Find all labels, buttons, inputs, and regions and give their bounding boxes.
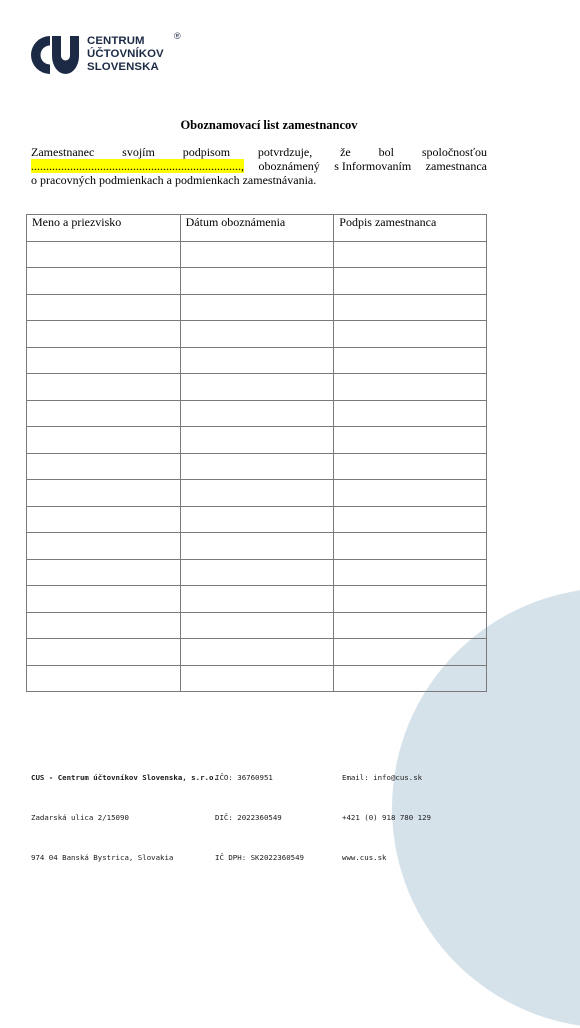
table-row <box>27 533 487 560</box>
name-cell[interactable] <box>27 453 181 480</box>
date-cell[interactable] <box>180 612 334 639</box>
paragraph-word: bol <box>378 145 394 159</box>
name-cell[interactable] <box>27 241 181 268</box>
date-cell[interactable] <box>180 586 334 613</box>
name-cell[interactable] <box>27 400 181 427</box>
date-cell[interactable] <box>180 241 334 268</box>
signature-cell[interactable] <box>334 294 487 321</box>
date-cell[interactable] <box>180 400 334 427</box>
intro-paragraph <box>31 145 487 187</box>
name-cell[interactable] <box>27 321 181 348</box>
footer-dic: DIČ: 2022360549 <box>215 813 282 823</box>
footer-company-name: CUS - Centrum účtovníkov Slovenska, s.r.o. <box>31 773 218 783</box>
table-row <box>27 639 487 666</box>
paragraph-word: podpisom <box>182 145 231 159</box>
name-cell[interactable] <box>27 639 181 666</box>
name-cell[interactable] <box>27 294 181 321</box>
table-row <box>27 321 487 348</box>
date-cell[interactable] <box>180 559 334 586</box>
paragraph-word: potvrdzuje, <box>257 145 313 159</box>
table-row <box>27 374 487 401</box>
name-cell[interactable] <box>27 665 181 692</box>
footer-email[interactable]: Email: info@cus.sk <box>342 773 423 783</box>
name-cell[interactable] <box>27 533 181 560</box>
date-cell[interactable] <box>180 480 334 507</box>
table-row <box>27 480 487 507</box>
logo-line-3: SLOVENSKA <box>87 61 159 73</box>
date-cell[interactable] <box>180 665 334 692</box>
date-cell[interactable] <box>180 639 334 666</box>
signature-cell[interactable] <box>334 639 487 666</box>
paragraph-word: spoločnosťou <box>421 145 487 159</box>
footer-street: Zadarská ulica 2/15090 <box>31 813 129 823</box>
signature-cell[interactable] <box>334 374 487 401</box>
logo-line-2: ÚČTOVNÍKOV <box>87 48 164 60</box>
footer-contact <box>342 745 431 890</box>
table-header-row <box>27 215 487 242</box>
paragraph-word: s Informovaním <box>334 159 412 173</box>
signature-cell[interactable] <box>334 427 487 454</box>
signature-cell[interactable] <box>334 400 487 427</box>
logo-line-1: CENTRUM <box>87 35 145 47</box>
footer-web[interactable]: www.cus.sk <box>342 852 387 862</box>
paragraph-word: oboznámený <box>258 159 320 173</box>
name-cell[interactable] <box>27 586 181 613</box>
cus-logo-mark-icon <box>31 36 83 74</box>
signature-cell[interactable] <box>334 480 487 507</box>
table-row <box>27 241 487 268</box>
footer-phone[interactable]: +421 (0) 918 780 129 <box>342 813 431 823</box>
table-row <box>27 586 487 613</box>
date-cell[interactable] <box>180 533 334 560</box>
date-cell[interactable] <box>180 268 334 295</box>
table-row <box>27 665 487 692</box>
name-cell[interactable] <box>27 427 181 454</box>
company-name-blank: ......................................................................, <box>31 159 244 173</box>
table-row <box>27 427 487 454</box>
signature-cell[interactable] <box>334 321 487 348</box>
footer-ico: IČO: 36760951 <box>215 773 273 783</box>
signature-cell[interactable] <box>334 586 487 613</box>
name-cell[interactable] <box>27 506 181 533</box>
paragraph-word: Zamestnanec <box>31 145 95 159</box>
table-row <box>27 294 487 321</box>
table-row <box>27 453 487 480</box>
name-cell[interactable] <box>27 374 181 401</box>
paragraph-line-2 <box>31 159 487 173</box>
date-cell[interactable] <box>180 374 334 401</box>
name-cell[interactable] <box>27 480 181 507</box>
footer-city: 974 04 Banská Bystrica, Slovakia <box>31 852 174 862</box>
registered-mark: ® <box>174 31 181 41</box>
footer-address <box>31 745 218 890</box>
date-cell[interactable] <box>180 427 334 454</box>
column-header-date: Dátum oboznámenia <box>180 215 334 242</box>
date-cell[interactable] <box>180 506 334 533</box>
signature-cell[interactable] <box>334 268 487 295</box>
column-header-signature: Podpis zamestnanca <box>334 215 487 242</box>
signature-cell[interactable] <box>334 533 487 560</box>
table-row <box>27 347 487 374</box>
signature-cell[interactable] <box>334 665 487 692</box>
employee-sign-table <box>26 214 487 692</box>
signature-cell[interactable] <box>334 453 487 480</box>
date-cell[interactable] <box>180 294 334 321</box>
table-row <box>27 400 487 427</box>
table-row <box>27 268 487 295</box>
footer-ic-dph: IČ DPH: SK2022360549 <box>215 852 304 862</box>
paragraph-line-3: o pracovných podmienkach a podmienkach zamestnávania. <box>31 173 317 187</box>
table-row <box>27 506 487 533</box>
date-cell[interactable] <box>180 453 334 480</box>
paragraph-line-1 <box>31 145 487 159</box>
column-header-name: Meno a priezvisko <box>27 215 181 242</box>
signature-cell[interactable] <box>334 347 487 374</box>
signature-cell[interactable] <box>334 241 487 268</box>
table-row <box>27 612 487 639</box>
paragraph-word: svojím <box>122 145 155 159</box>
date-cell[interactable] <box>180 347 334 374</box>
paragraph-word: zamestnanca <box>425 159 487 173</box>
date-cell[interactable] <box>180 321 334 348</box>
footer-registration <box>215 745 304 890</box>
logo-wordmark <box>87 35 164 74</box>
name-cell[interactable] <box>27 347 181 374</box>
paragraph-word: že <box>340 145 351 159</box>
company-logo <box>31 31 181 75</box>
name-cell[interactable] <box>27 268 181 295</box>
name-cell[interactable] <box>27 559 181 586</box>
signature-cell[interactable] <box>334 559 487 586</box>
document-title: Oboznamovací list zamestnancov <box>180 118 358 132</box>
table-row <box>27 559 487 586</box>
name-cell[interactable] <box>27 612 181 639</box>
signature-cell[interactable] <box>334 506 487 533</box>
signature-cell[interactable] <box>334 612 487 639</box>
